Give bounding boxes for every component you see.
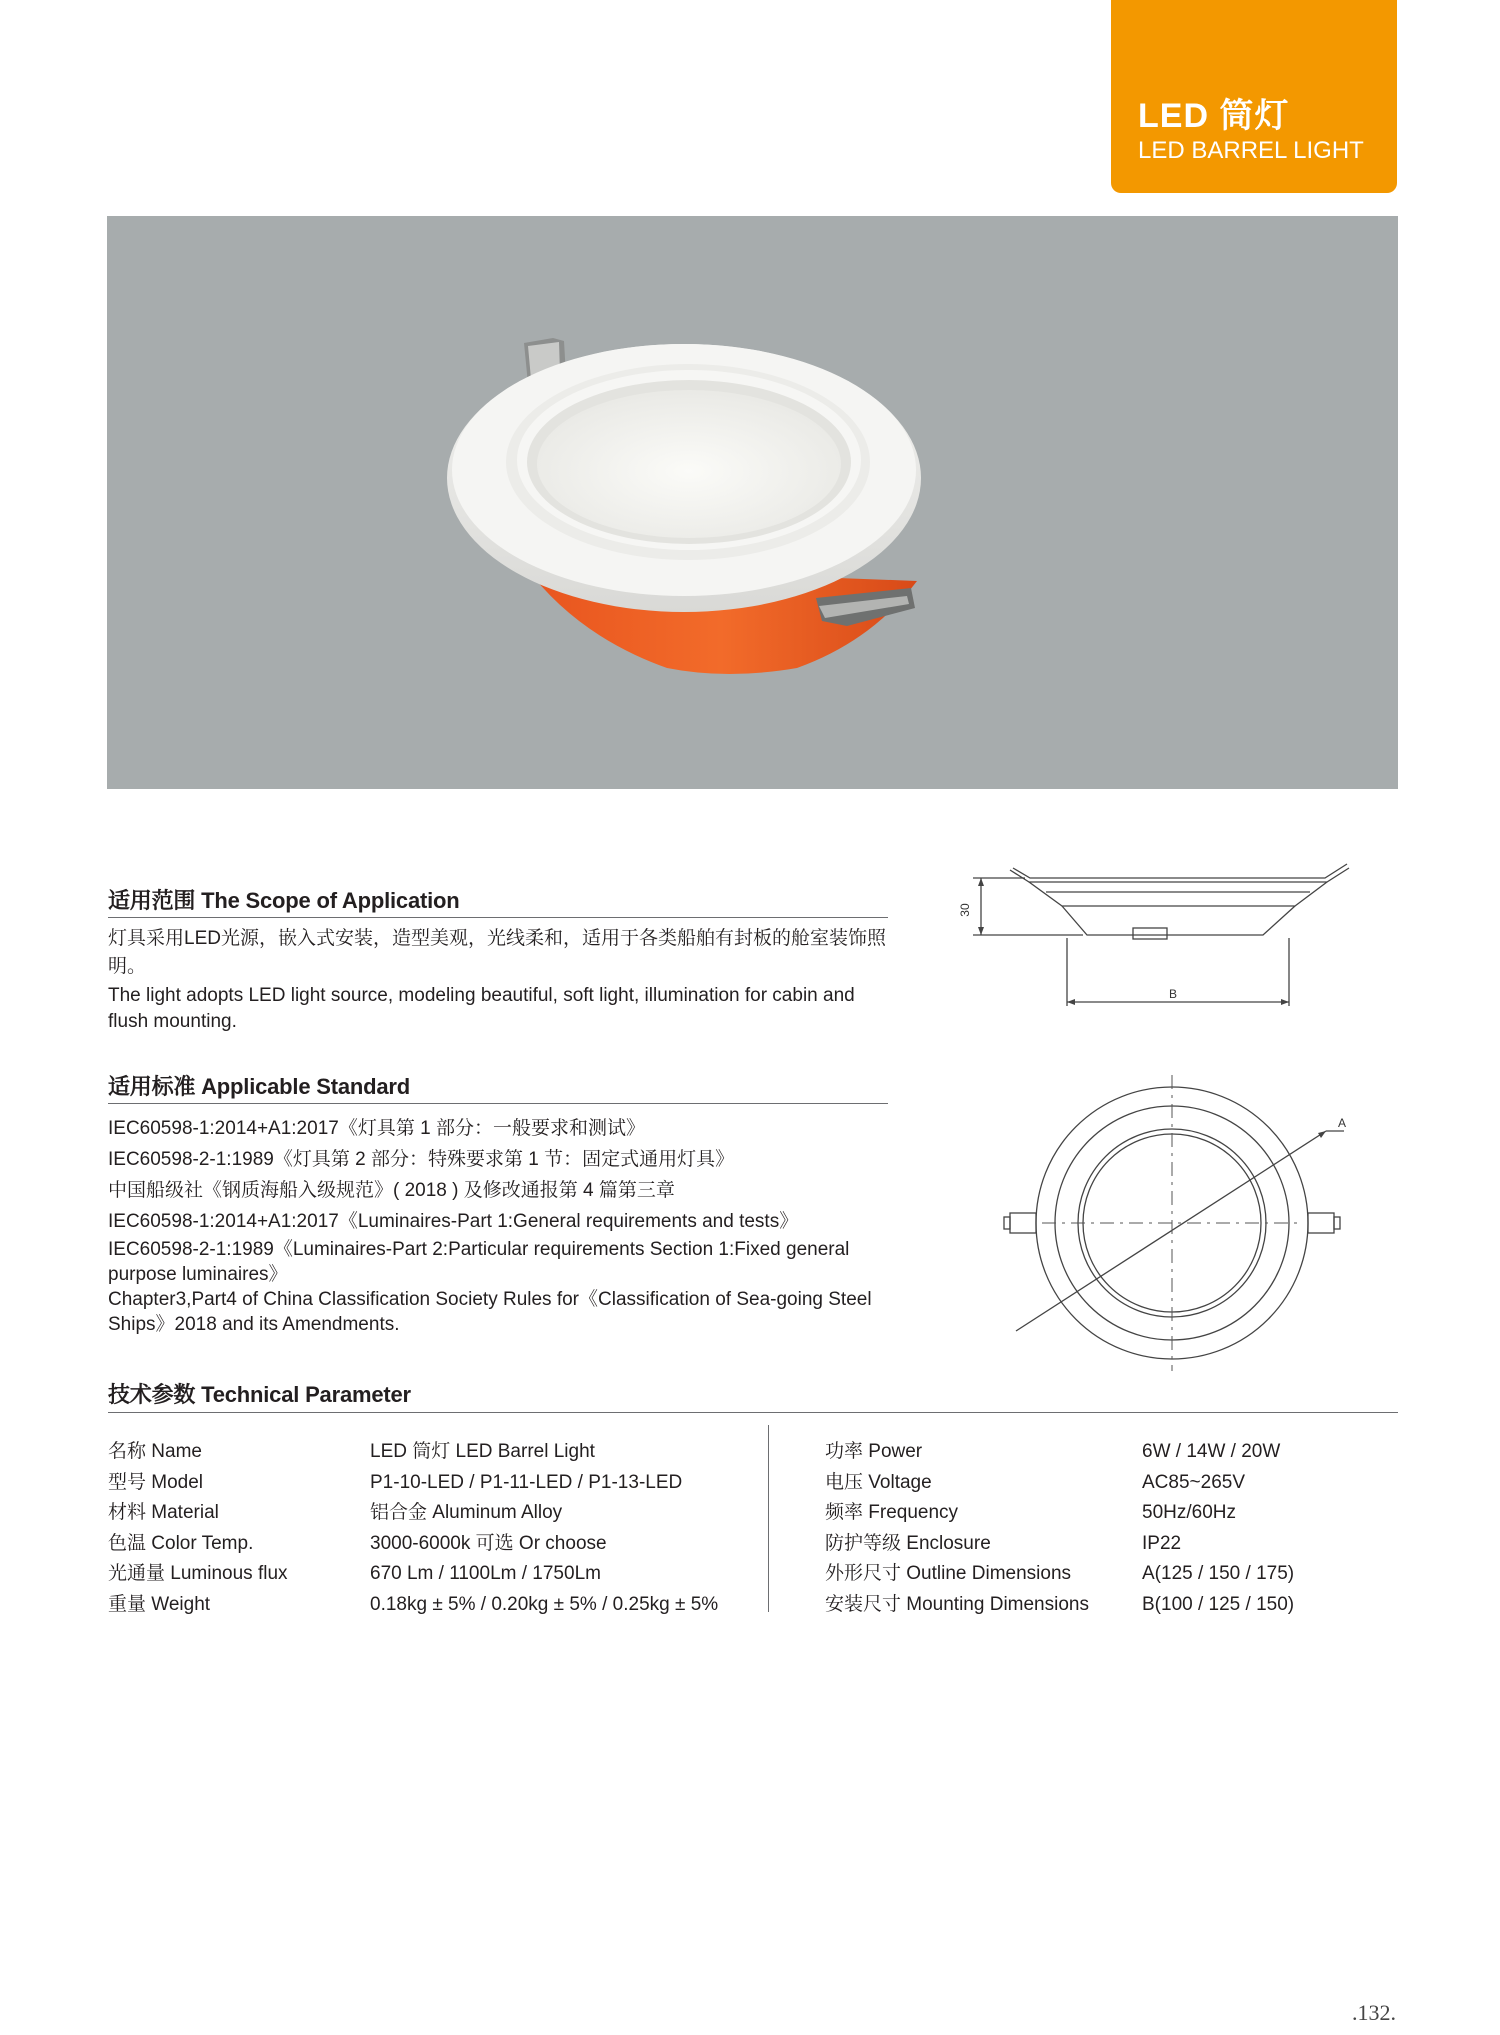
height-label: 30: [958, 903, 972, 917]
param-label: 频率 Frequency: [825, 1502, 959, 1523]
plan-view-drawing: [1002, 1073, 1362, 1373]
scope-text-en: The light adopts LED light source, modeling beautiful, soft light, illumination for cabin and flush mounting.: [108, 985, 855, 1032]
param-label: 材料 Material: [108, 1502, 219, 1523]
standard-line: IEC60598-1:2014+A1:2017《Luminaires-Part 1:General requirements and tests》: [108, 1211, 799, 1232]
param-label: 重量 Weight: [108, 1593, 211, 1615]
technical-right-labels: [825, 1437, 1089, 1620]
param-value: 6W / 14W / 20W: [1142, 1441, 1281, 1462]
param-label: 型号 Model: [108, 1471, 204, 1493]
param-value: 0.18kg ± 5% / 0.20kg ± 5% / 0.25kg ± 5%: [370, 1593, 719, 1615]
technical-left-values: [370, 1437, 718, 1620]
width-label: B: [1168, 987, 1178, 1001]
technical-column-divider: [768, 1425, 769, 1612]
param-value: 50Hz/60Hz: [1142, 1502, 1236, 1523]
page-number: .132.: [1352, 2000, 1396, 2025]
scope-text-cn: 灯具采用LED光源，嵌入式安装，造型美观，光线柔和，适用于各类船舶有封板的舱室装饰照明。: [108, 928, 886, 977]
param-value: IP22: [1142, 1532, 1182, 1554]
param-label: 安装尺寸 Mounting Dimensions: [825, 1593, 1089, 1615]
technical-title: 技术参数 Technical Parameter: [108, 1382, 411, 1407]
param-value: P1-10-LED / P1-11-LED / P1-13-LED: [370, 1471, 683, 1493]
standard-line: IEC60598-2-1:1989《Luminaires-Part 2:Particular requirements Section 1:Fixed general purpose luminaires》: [108, 1239, 850, 1285]
standard-line: Chapter3,Part4 of China Classification Society Rules for《Classification of Sea-going Steel Ships》2018 and its Amendments.: [108, 1289, 872, 1335]
technical-right-values: [1142, 1437, 1294, 1620]
param-value: 铝合金 Aluminum Alloy: [370, 1502, 563, 1523]
standard-list: [108, 1113, 888, 1337]
param-label: 名称 Name: [108, 1441, 202, 1462]
scope-rule: [108, 917, 888, 918]
param-label: 光通量 Luminous flux: [108, 1563, 288, 1584]
param-label: 外形尺寸 Outline Dimensions: [825, 1563, 1072, 1584]
param-label: 功率 Power: [825, 1441, 923, 1462]
param-value: AC85~265V: [1142, 1471, 1245, 1493]
header-tab: [1111, 0, 1397, 193]
standard-line: IEC60598-1:2014+A1:2017《灯具第 1 部分：一般要求和测试》: [108, 1118, 645, 1139]
side-elevation-drawing: [955, 858, 1395, 1008]
header-title: LED 筒灯: [1138, 97, 1290, 135]
diameter-label: A: [1338, 1116, 1347, 1130]
param-value: 3000-6000k 可选 Or choose: [370, 1532, 607, 1554]
scope-title: 适用范围 The Scope of Application: [108, 888, 460, 913]
param-value: B(100 / 125 / 150): [1142, 1593, 1295, 1615]
header-subtitle: LED BARREL LIGHT: [1138, 137, 1364, 164]
param-value: 670 Lm / 1100Lm / 1750Lm: [370, 1563, 601, 1584]
technical-rule: [108, 1412, 1398, 1413]
param-value: LED 筒灯 LED Barrel Light: [370, 1441, 595, 1462]
standard-rule: [108, 1103, 888, 1104]
barrel-light-illustration: [107, 216, 1398, 789]
technical-left-labels: [108, 1437, 288, 1620]
param-value: A(125 / 150 / 175): [1142, 1563, 1295, 1584]
standard-line: IEC60598-2-1:1989《灯具第 2 部分：特殊要求第 1 节：固定式通用灯具》: [108, 1149, 735, 1170]
product-photo: [107, 216, 1398, 789]
param-label: 防护等级 Enclosure: [825, 1532, 991, 1554]
standard-title: 适用标准 Applicable Standard: [108, 1074, 411, 1099]
param-label: 色温 Color Temp.: [108, 1532, 254, 1554]
standard-line: 中国船级社《钢质海船入级规范》( 2018 ) 及修改通报第 4 篇第三章: [108, 1180, 675, 1201]
param-label: 电压 Voltage: [825, 1471, 932, 1493]
